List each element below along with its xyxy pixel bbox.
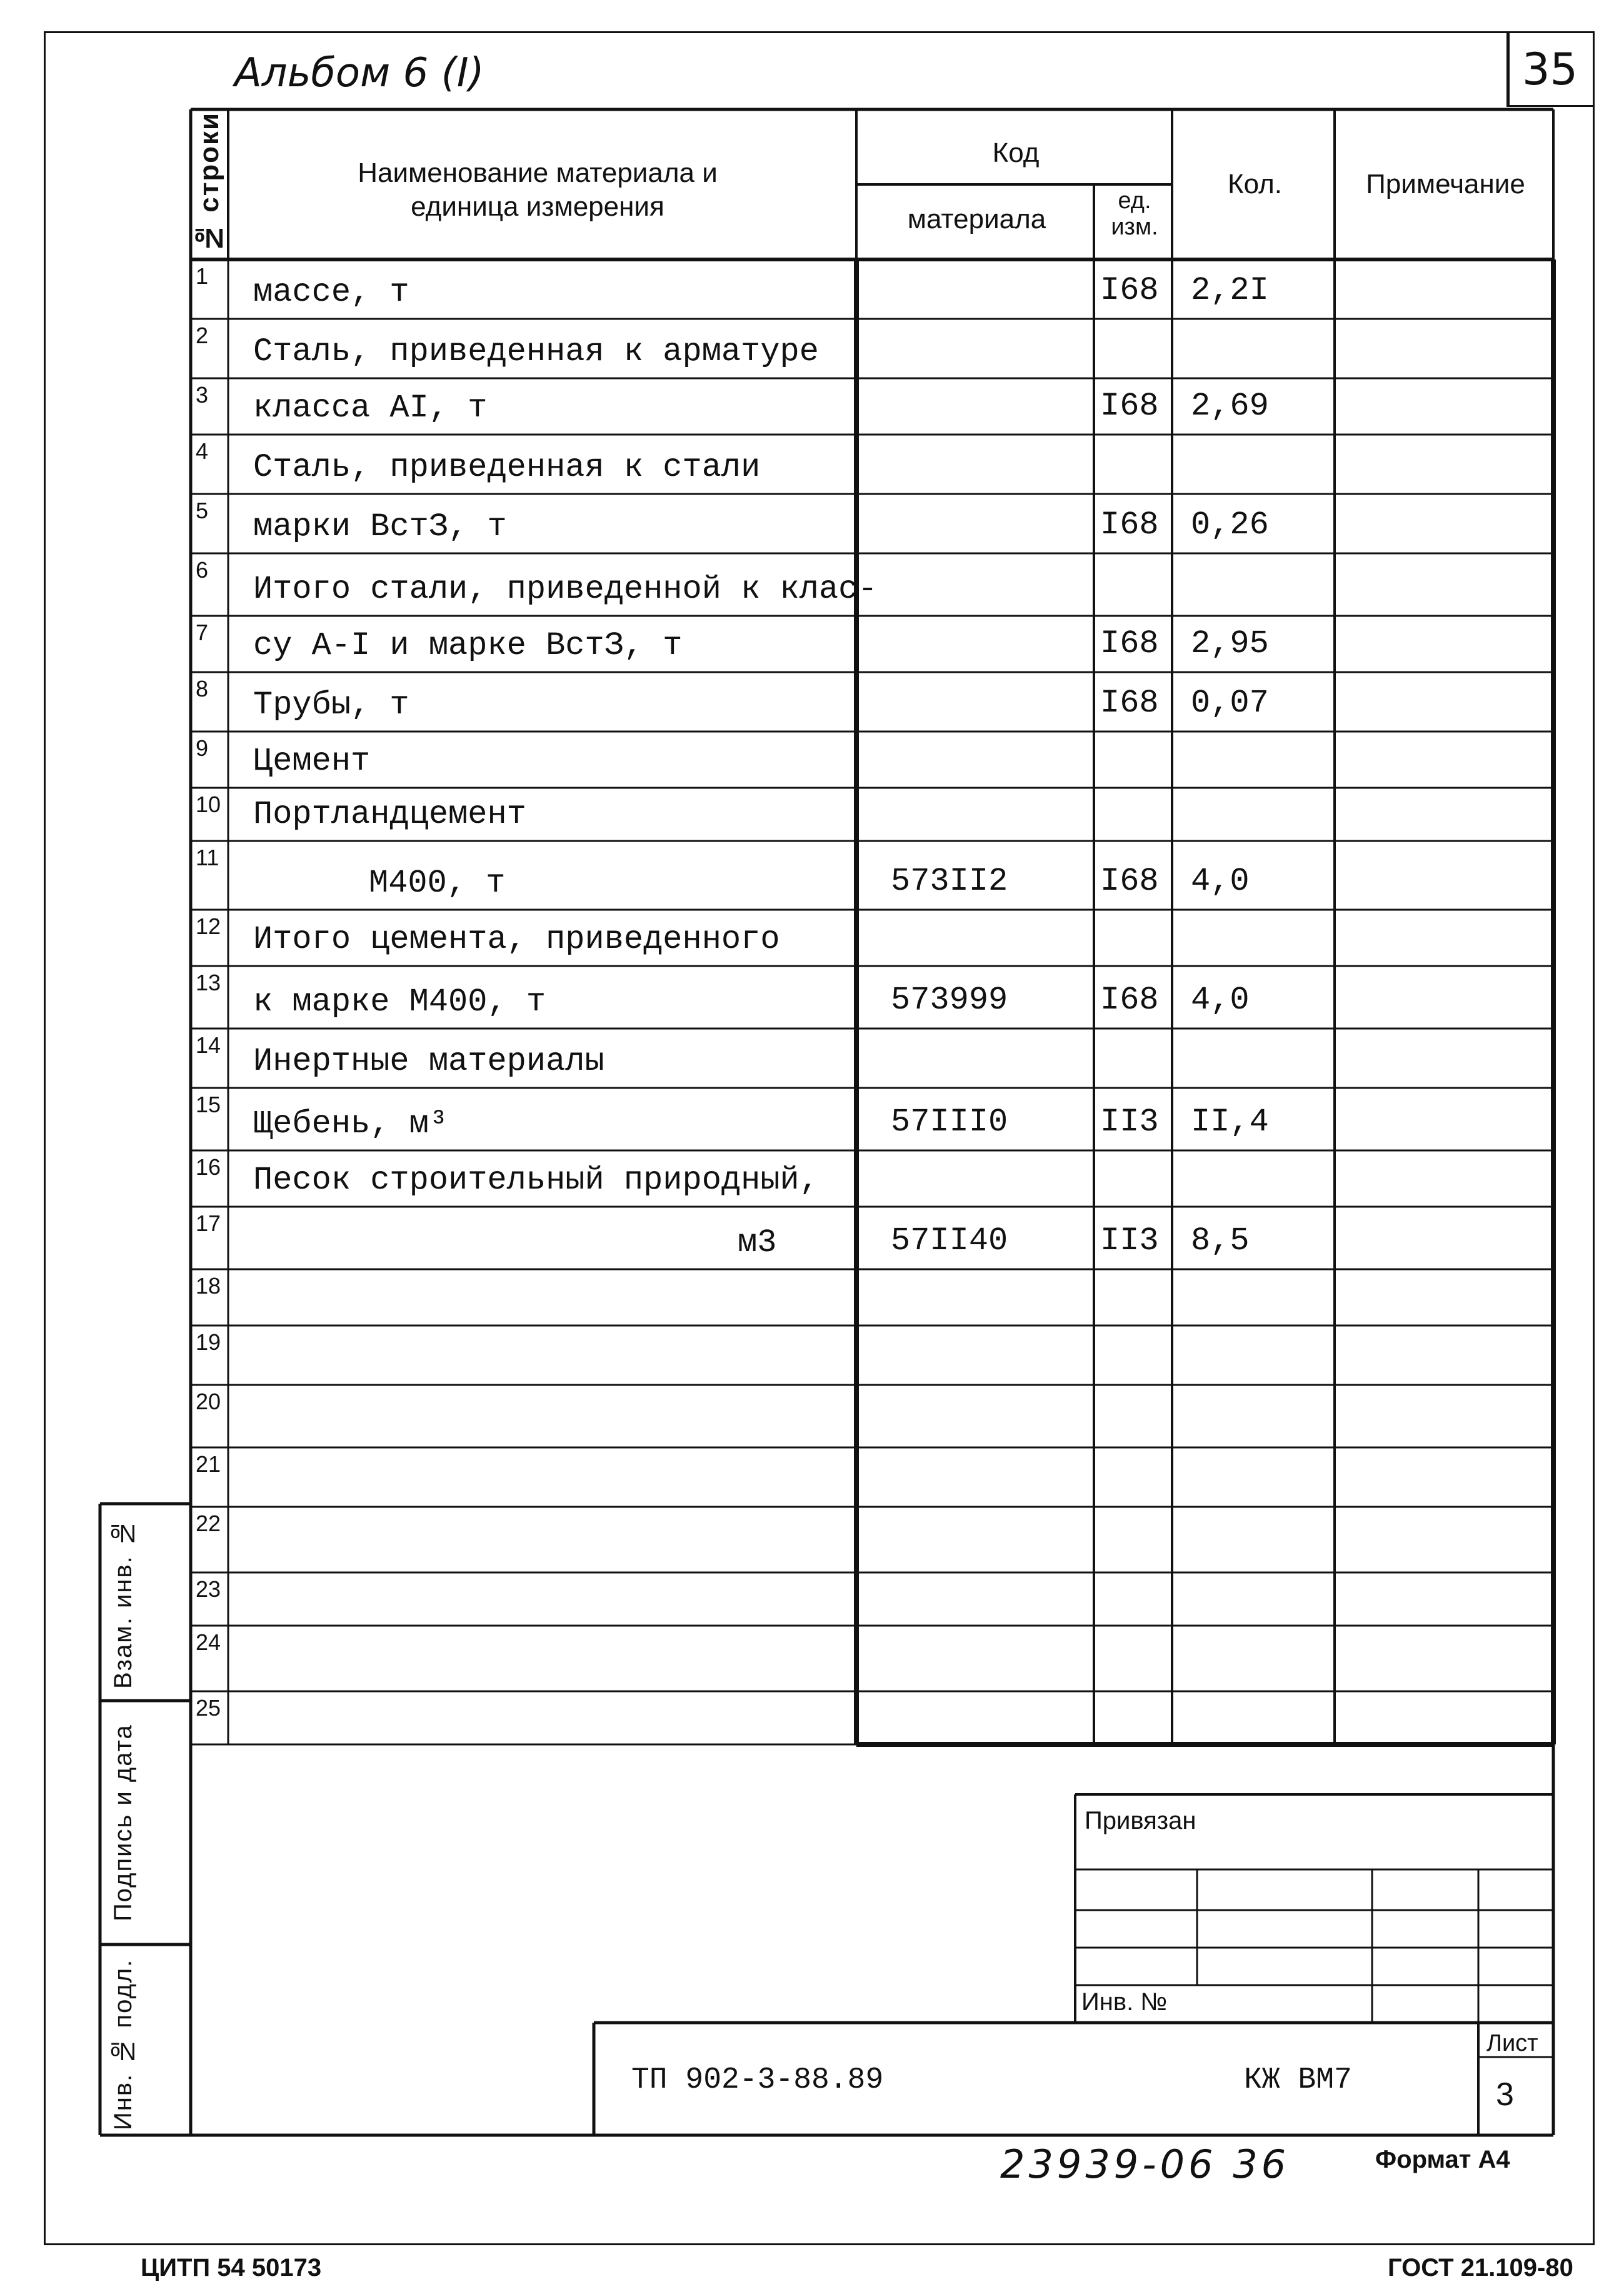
inv-podl-label: Инв. № подл.	[109, 1958, 137, 2131]
privyazan-label: Привязан	[1085, 1807, 1196, 1834]
material-name: Песок строительный природный,	[253, 1162, 819, 1199]
quantity: II,4	[1191, 1104, 1269, 1140]
quantity: 0,26	[1191, 506, 1269, 543]
material-name: М400, т	[369, 865, 506, 902]
material-header: материала	[907, 204, 1046, 234]
unit-code: II3	[1100, 1104, 1159, 1140]
material-name: к марке М400, т	[253, 984, 546, 1020]
material-name: м3	[738, 1224, 777, 1261]
material-name: Портландцемент	[253, 796, 526, 833]
material-code: 573II2	[891, 863, 1008, 900]
unit-code: I68	[1100, 388, 1159, 425]
material-name: Цемент	[253, 743, 371, 780]
row-number: 8	[196, 676, 209, 702]
inv-no-label: Инв. №	[1081, 1988, 1168, 2016]
unit-code: I68	[1100, 625, 1159, 662]
material-code: 573999	[891, 982, 1008, 1019]
row-number: 1	[196, 263, 209, 289]
row-number: 23	[196, 1576, 221, 1602]
quantity: 4,0	[1191, 863, 1250, 900]
material-name: марки ВстЗ, т	[253, 508, 507, 545]
row-number: 10	[196, 792, 221, 817]
row-number: 14	[196, 1032, 221, 1058]
unit-code: I68	[1100, 272, 1159, 309]
quantity: 2,95	[1191, 625, 1269, 662]
podpis-data-label: Подпись и дата	[109, 1724, 137, 1921]
row-number: 17	[196, 1210, 221, 1236]
row-number: 16	[196, 1154, 221, 1180]
row-number: 9	[196, 735, 209, 761]
row-number: 22	[196, 1511, 221, 1536]
row-number: 12	[196, 913, 221, 939]
note-header: Примечание	[1366, 169, 1525, 199]
row-number: 7	[196, 620, 209, 645]
material-name: Инертные материалы	[253, 1043, 604, 1080]
page-number: 35	[1522, 44, 1578, 95]
row-number: 6	[196, 557, 209, 583]
row-number: 4	[196, 438, 209, 464]
sheet-number: 3	[1496, 2076, 1514, 2113]
row-number: 25	[196, 1695, 221, 1721]
unit-header: ед. изм.	[1111, 188, 1158, 240]
unit-code: I68	[1100, 506, 1159, 543]
name-header: Наименование материала и единица измерения	[358, 158, 718, 222]
quantity: 2,2I	[1191, 272, 1269, 309]
material-name: Сталь, приведенная к арматуре	[253, 333, 819, 370]
frame-bottom	[44, 2243, 1595, 2245]
format-label: Формат А4	[1375, 2146, 1510, 2173]
doc-mark: КЖ ВМ7	[1244, 2063, 1352, 2097]
vzam-inv-label: Взам. инв. №	[109, 1518, 137, 1689]
material-name: су А-I и марке ВстЗ, т	[253, 627, 683, 664]
row-number: 13	[196, 970, 221, 995]
row-number: 19	[196, 1329, 221, 1355]
material-name: Щебень, м³	[253, 1105, 449, 1142]
footer-left: ЦИТП 54 50173	[141, 2254, 322, 2281]
row-number: 11	[196, 845, 219, 870]
handwritten-number: 23939-06 36	[1000, 2141, 1290, 2187]
quantity: 0,07	[1191, 685, 1269, 722]
row-number: 15	[196, 1092, 221, 1117]
quantity: 2,69	[1191, 388, 1269, 425]
unit-code: I68	[1100, 982, 1159, 1019]
material-name: Итого стали, приведенной к клас-	[253, 571, 878, 608]
footer-right: ГОСТ 21.109-80	[1388, 2254, 1573, 2281]
material-code: 57II40	[891, 1222, 1008, 1259]
code-header: Код	[992, 138, 1040, 168]
quantity: 8,5	[1191, 1222, 1250, 1259]
quantity: 4,0	[1191, 982, 1250, 1019]
unit-code: I68	[1100, 863, 1159, 900]
sheet-label: Лист	[1486, 2030, 1538, 2056]
row-number: 21	[196, 1451, 221, 1477]
doc-code: ТП 902-3-88.89	[631, 2063, 884, 2097]
unit-code: II3	[1100, 1222, 1159, 1259]
unit-code: I68	[1100, 685, 1159, 722]
row-number: 5	[196, 498, 209, 523]
material-name: класса AI, т	[253, 390, 488, 426]
row-number: 2	[196, 323, 209, 348]
row-number-header: № строки	[194, 111, 224, 253]
material-name: массе, т	[253, 274, 409, 311]
material-code: 57III0	[891, 1104, 1008, 1140]
material-name: Трубы, т	[253, 687, 409, 723]
material-name: Итого цемента, приведенного	[253, 921, 780, 958]
album-label: Альбом 6 (I)	[234, 50, 484, 96]
row-number: 24	[196, 1629, 221, 1655]
row-number: 3	[196, 382, 209, 408]
row-number: 20	[196, 1389, 221, 1414]
qty-header: Кол.	[1227, 169, 1283, 199]
row-number: 18	[196, 1273, 221, 1299]
material-name: Сталь, приведенная к стали	[253, 449, 761, 486]
